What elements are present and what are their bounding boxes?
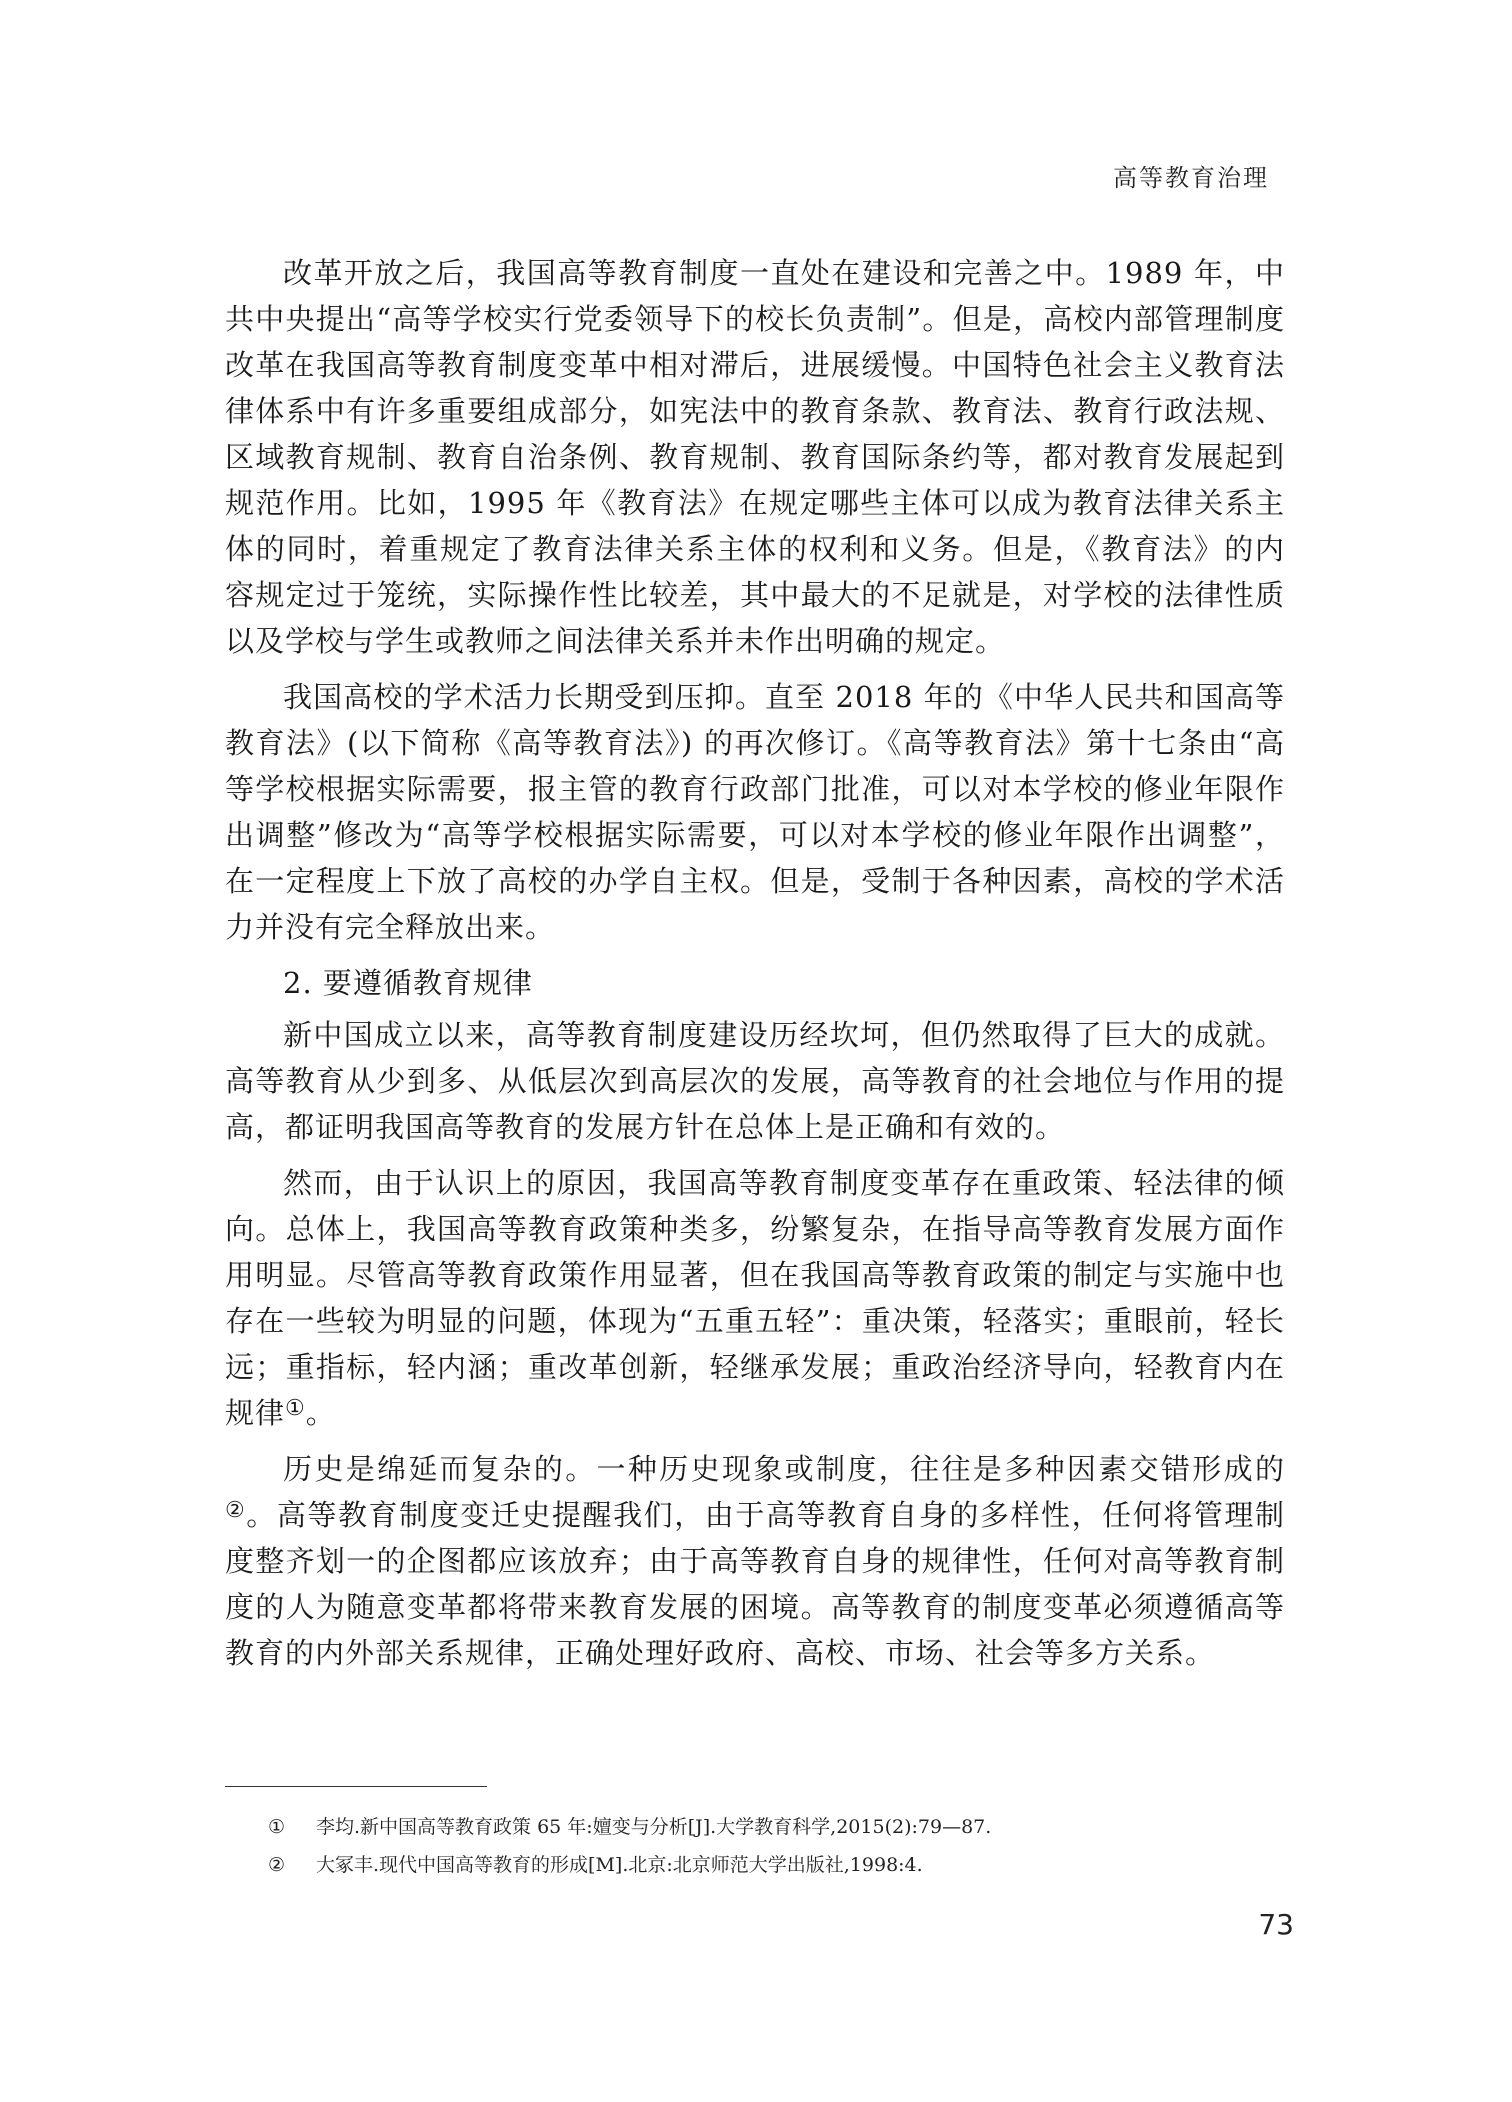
footnote-mark: ② bbox=[268, 1854, 286, 1876]
paragraph-1: 改革开放之后，我国高等教育制度一直处在建设和完善之中。1989 年，中共中央提出“高等学校实行党委领导下的校长负责制”。但是，高校内部管理制度改革在我国高等教育制度变革中相对滞后，进展缓慢。中国特色社会主义教育法律体系中有许多重要组成部分，如宪法中的教育条款、教育法、教育行政法规、区域教育规制、教育自治条例、教育规制、教育国际条约等，都对教育发展起到规范作用。比如，1995 年《教育法》在规定哪些主体可以成为教育法律关系主体的同时，着重规定了教育法律关系主体的权利和义务。但是，《教育法》的内容规定过于笼统，实际操作性比较差，其中最大的不足就是，对学校的法律性质以及学校与学生或教师之间法律关系并未作出明确的规定。 bbox=[225, 256, 1285, 658]
section-heading: 2. 要遵循教育规律 bbox=[283, 966, 533, 1000]
paragraph-4 bbox=[225, 1160, 1285, 1436]
paragraph-3: 新中国成立以来，高等教育制度建设历经坎坷，但仍然取得了巨大的成就。高等教育从少到多、从低层次到高层次的发展，高等教育的社会地位与作用的提高，都证明我国高等教育的发展方针在总体上是正确和有效的。 bbox=[225, 1018, 1285, 1144]
footnotes bbox=[268, 1808, 1268, 1884]
footnote-text: 李均.新中国高等教育政策 65 年:嬗变与分析[J].大学教育科学,2015(2):79—87. bbox=[316, 1816, 992, 1838]
paragraph-5 bbox=[225, 1446, 1285, 1676]
running-header: 高等教育治理 bbox=[1113, 164, 1269, 192]
paragraph-4-text: 然而，由于认识上的原因，我国高等教育制度变革存在重政策、轻法律的倾向。总体上，我国高等教育政策种类多，纷繁复杂，在指导高等教育发展方面作用明显。尽管高等教育政策作用显著，但在我国高等教育政策的制定与实施中也存在一些较为明显的问题，体现为“五重五轻”：重决策，轻落实；重眼前，轻长远；重指标，轻内涵；重改革创新，轻继承发展；重政治经济导向，轻教育内在规律 bbox=[225, 1166, 1285, 1430]
footnote-2 bbox=[268, 1846, 1268, 1884]
paragraph-5-text: 历史是绵延而复杂的。一种历史现象或制度，往往是多种因素交错形成的 bbox=[283, 1452, 1285, 1486]
paragraph-5-rest: 。高等教育制度变迁史提醒我们，由于高等教育自身的多样性，任何将管理制度整齐划一的企图都应该放弃；由于高等教育自身的规律性，任何对高等教育制度的人为随意变革都将带来教育发展的困境。高等教育的制度变革必须遵循高等教育的内外部关系规律，正确处理好政府、高校、市场、社会等多方关系。 bbox=[225, 1498, 1285, 1670]
paragraph-4-end: 。 bbox=[305, 1396, 336, 1430]
footnote-text: 大冢丰.现代中国高等教育的形成[M].北京:北京师范大学出版社,1998:4. bbox=[316, 1854, 923, 1876]
body-text bbox=[225, 250, 1285, 1676]
paragraph-2: 我国高校的学术活力长期受到压抑。直至 2018 年的《中华人民共和国高等教育法》(以下简称《高等教育法》) 的再次修订。《高等教育法》第十七条由“高等学校根据实际需要，报主管的教育行政部门批准，可以对本学校的修业年限作出调整”修改为“高等学校根据实际需要，可以对本学校的修业年限作出调整”，在一定程度上下放了高校的办学自主权。但是，受制于各种因素，高校的学术活力并没有完全释放出来。 bbox=[225, 680, 1285, 944]
footnote-1 bbox=[268, 1808, 1268, 1846]
footnote-ref-2[interactable]: ② bbox=[225, 1498, 247, 1523]
page-number: 73 bbox=[1258, 1908, 1294, 1941]
footnote-ref-1[interactable]: ① bbox=[285, 1396, 306, 1421]
footnote-mark: ① bbox=[268, 1816, 286, 1838]
footnote-divider bbox=[225, 1786, 487, 1787]
